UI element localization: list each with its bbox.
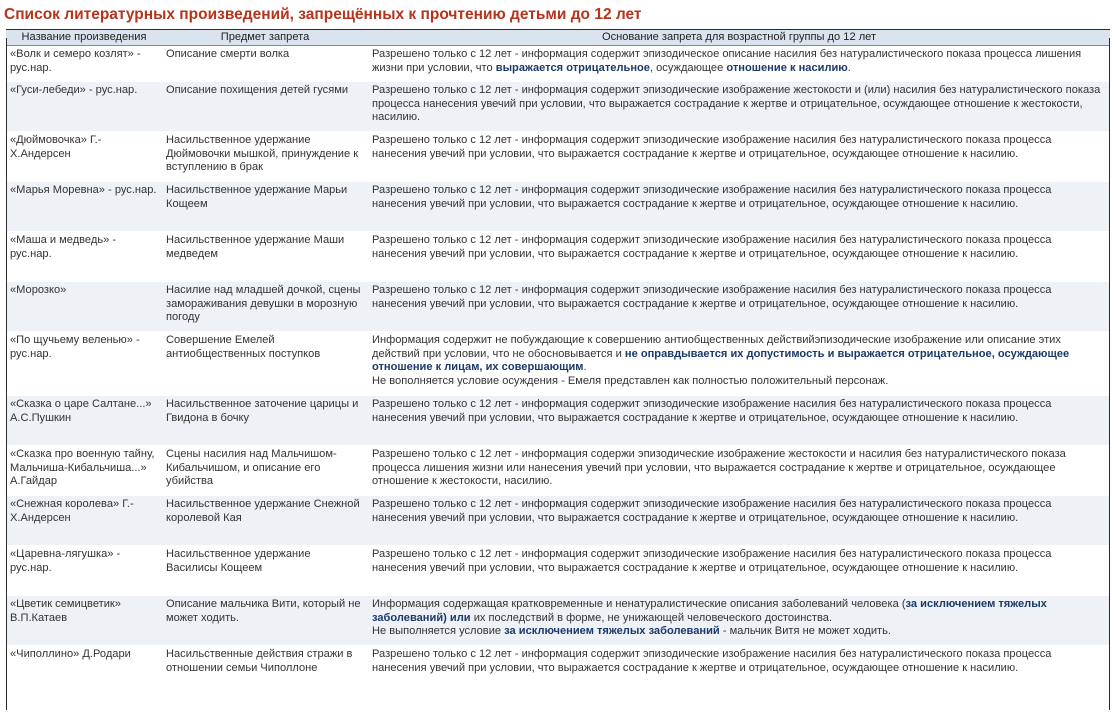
cell-ban-subject: Насильственное удержание Снежной королевой Кая [162,496,368,546]
cell-ban-subject: Насильственное удержание Дюймовочки мышкой, принуждение к вступлению в брак [162,132,368,182]
emphasis-text: за исключением тяжелых заболеваний) или [372,598,1047,624]
cell-work-title: «Чиполлино» Д.Родари [6,646,162,696]
cell-work-title: «Цветик семицветик» В.П.Катаев [6,596,162,646]
cell-work-title: «Царевна-лягушка» - рус.нар. [6,546,162,596]
basis-text: , осуждающее [649,61,727,74]
cell-ban-basis [368,132,1110,182]
basis-text: Разрешено только с 12 лет - информация содержит эпизодические изображение жестокости и (или) насилия без натуралистического показа процесса нанесения увечий при условии, что выражается сострадание к жертве и отрицательное, осуждающее отношение к жестокости, насилию. [372,84,1101,124]
cell-work-title: «Морозко» [6,282,162,332]
cell-ban-basis [368,46,1110,82]
column-header-basis: Основание запрета для возрастной группы до 12 лет [368,30,1110,46]
emphasis-text: за исключением тяжелых заболеваний [504,625,720,638]
table-row [6,396,1110,446]
basis-text: Разрешено только с 12 лет - информация содержит эпизодические изображение насилия без натуралистического показа процесса нанесения увечий при условии, что выражается сострадание к жертве и отрицательное, осуждающее отношение к насилию. [372,548,1052,574]
table-row [6,496,1110,546]
basis-text: Разрешено только с 12 лет - информация содержит эпизодическое описание насилия без натуралистического показа процесса лишения жизни при условии, что [372,48,1082,74]
basis-text: Разрешено только с 12 лет - информация содержит эпизодические изображение насилия без натуралистического показа процесса нанесения увечий при условии, что выражается сострадание к жертве и отрицательное, осуждающее отношение к насилию. [372,184,1052,210]
cell-ban-subject: Описание мальчика Вити, который не может ходить. [162,596,368,646]
basis-text: Разрешено только с 12 лет - информация содержит эпизодические изображение насилия без натуралистического показа процесса нанесения увечий при условии, что выражается сострадание к жертве и отрицательное, осуждающее отношение к насилию. [372,648,1052,674]
cell-ban-subject: Насилие над младшей дочкой, сцены замораживания девушки в морозную погоду [162,282,368,332]
cell-work-title: «Сказка про военную тайну, Мальчиша-Кибальчиша...» А.Гайдар [6,446,162,496]
cell-ban-basis [368,496,1110,546]
cell-ban-basis [368,82,1110,132]
cell-ban-basis [368,282,1110,332]
cell-ban-basis [368,182,1110,232]
table-border-left [6,38,7,710]
cell-ban-subject: Сцены насилия над Мальчишом-Кибальчишом, и описание его убийства [162,446,368,496]
cell-work-title: «Маша и медведь» - рус.нар. [6,232,162,282]
emphasis-text: отношение к насилию [726,61,848,74]
cell-work-title: «Сказка о царе Салтане...» А.С.Пушкин [6,396,162,446]
basis-text: Разрешено только с 12 лет - информация содержит эпизодические изображение насилия без натуралистического показа процесса нанесения увечий при условии, что выражается сострадание к жертве и отрицательное, осуждающее отношение к насилию. [372,284,1052,310]
table-header-row [6,30,1110,46]
table-row [6,332,1110,396]
table-row [6,46,1110,82]
cell-work-title: «Дюймовочка» Г.-Х.Андерсен [6,132,162,182]
cell-work-title: «Снежная королева» Г.-Х.Андерсен [6,496,162,546]
cell-ban-basis [368,646,1110,696]
basis-text: . [583,361,587,374]
cell-ban-subject: Насильственное удержание Маши медведем [162,232,368,282]
basis-text: Не выполняется условие [372,625,505,638]
cell-ban-subject: Насильственные действия стражи в отношении семьи Чиполлоне [162,646,368,696]
cell-ban-subject: Совершение Емелей антиобщественных поступков [162,332,368,396]
column-header-subject: Предмет запрета [162,30,368,46]
table-row [6,546,1110,596]
table-row [6,446,1110,496]
cell-ban-basis [368,446,1110,496]
column-header-work: Название произведения [6,30,162,46]
basis-text: Разрешено только с 12 лет - информация содержит эпизодические изображение насилия без натуралистического показа процесса нанесения увечий при условии, что выражается сострадание к жертве и отрицательное, осуждающее отношение к насилию. [372,398,1052,424]
emphasis-text: выражается отрицательное [495,61,650,74]
basis-text: Не вополняется условие осуждения - Емеля представлен как полностью положительный персонаж. [372,375,889,388]
basis-text: Разрешено только с 12 лет - информация содержи эпизодические изображение жестокости и насилия без натуралистического показа процесса лишения жизни или нанесения увечий при условии, что выражается сострадание к жертве и отрицательное, осуждающее отношение к жестокости, насилию. [372,448,1066,488]
cell-ban-basis [368,232,1110,282]
cell-ban-subject: Насильственное удержание Марьи Кощеем [162,182,368,232]
basis-text: Разрешено только с 12 лет - информация содержит эпизодические изображение насилия без натуралистического показа процесса нанесения увечий при условии, что выражается сострадание к жертве и отрицательное, осуждающее отношение к насилию. [372,134,1052,160]
basis-text: их последствий в форме, не унижающей человеческого достоинства. [470,611,833,624]
cell-ban-subject: Насильственное удержание Василисы Кощеем [162,546,368,596]
table-row [6,646,1110,696]
basis-text: Разрешено только с 12 лет - информация содержит эпизодические изображение насилия без натуралистического показа процесса нанесения увечий при условии, что выражается сострадание к жертве и отрицательное, осуждающее отношение к насилию. [372,234,1052,260]
emphasis-text: не оправдывается их допустимость и выражается отрицательное, осуждающее отношение к лицам, их совершающим [372,347,1070,374]
table-row [6,232,1110,282]
basis-text: Разрешено только с 12 лет - информация содержит эпизодические изображение насилия без натуралистического показа процесса нанесения увечий при условии, что выражается сострадание к жертве и отрицательное, осуждающее отношение к насилию. [372,498,1052,524]
page-title: Список литературных произведений, запрещённых к прочтению детьми до 12 лет [4,6,642,23]
table-row [6,282,1110,332]
table-row [6,82,1110,132]
cell-ban-basis [368,546,1110,596]
cell-ban-subject: Насильственное заточение царицы и Гвидона в бочку [162,396,368,446]
basis-text: Информация содержащая кратковременные и ненатуралистические описания заболеваний человека ( [372,598,906,610]
banned-works-table [6,29,1110,696]
basis-text: - мальчик Витя не может ходить. [719,625,891,638]
cell-work-title: «Гуси-лебеди» - рус.нар. [6,82,162,132]
cell-ban-subject: Описание похищения детей гусями [162,82,368,132]
basis-text: . [847,61,851,74]
cell-ban-subject: Описание смерти волка [162,46,368,82]
table-row [6,132,1110,182]
cell-ban-basis [368,332,1110,396]
table-border-right [1109,38,1110,710]
cell-work-title: «Волк и семеро козлят» - рус.нар. [6,46,162,82]
table-row [6,596,1110,646]
cell-ban-basis [368,596,1110,646]
basis-text: Информация содержит не побуждающие к совершению антиобщественных действийэпизодические изображение или описание этих действий при условии, что не обосновывается и [372,334,1061,360]
table-row [6,182,1110,232]
cell-ban-basis [368,396,1110,446]
cell-work-title: «Марья Моревна» - рус.нар. [6,182,162,232]
cell-work-title: «По щучьему веленью» - рус.нар. [6,332,162,396]
